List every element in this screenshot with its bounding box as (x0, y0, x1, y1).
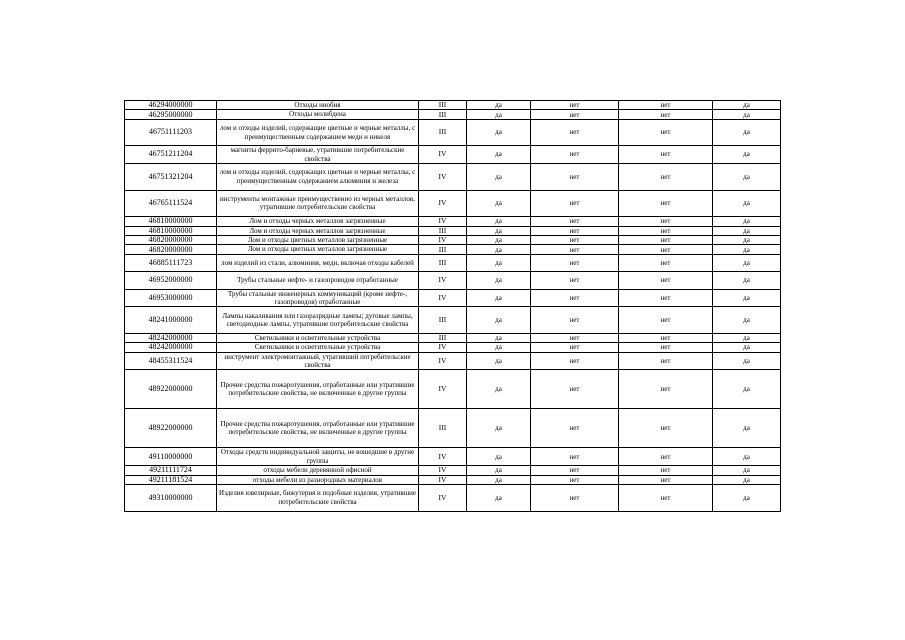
flag-cell: да (713, 101, 781, 110)
flag-cell: да (467, 101, 531, 110)
flag-cell: нет (619, 254, 713, 271)
hazard-class-cell: III (419, 245, 467, 254)
name-cell: лом и отходы изделий, содержащие цветные и черные металлы, с преимущественным содержанием меди и никеля (217, 119, 419, 146)
flag-cell: нет (531, 119, 619, 146)
flag-cell: да (467, 245, 531, 254)
flag-cell: нет (531, 448, 619, 466)
flag-cell: нет (531, 245, 619, 254)
flag-cell: нет (619, 146, 713, 164)
flag-cell: да (467, 466, 531, 475)
hazard-class-cell: III (419, 333, 467, 342)
name-cell: Отходы средств индивидуальной защиты, не вошедшие в другие группы (217, 448, 419, 466)
hazard-class-cell: IV (419, 370, 467, 409)
hazard-class-cell: III (419, 110, 467, 119)
flag-cell: да (713, 119, 781, 146)
table-row (125, 146, 781, 164)
hazard-class-cell: IV (419, 146, 467, 164)
name-cell: Трубы стальные нефте- и газопроводов отработанные (217, 272, 419, 289)
name-cell: инструменты монтажные преимущественно из черных металлов, утратившие потребительские свойства (217, 190, 419, 217)
table-row (125, 409, 781, 448)
hazard-class-cell: III (419, 307, 467, 334)
code-cell: 48922000000 (125, 409, 217, 448)
hazard-class-cell: IV (419, 235, 467, 244)
name-cell: Лом и отходы черных металлов загрязненные (217, 226, 419, 235)
flag-cell: да (467, 475, 531, 484)
flag-cell: нет (531, 235, 619, 244)
code-cell: 46810000000 (125, 217, 217, 226)
flag-cell: да (713, 254, 781, 271)
flag-cell: да (713, 370, 781, 409)
flag-cell: да (467, 190, 531, 217)
table-row (125, 226, 781, 235)
name-cell: инструмент электромонтажный, утративший потребительские свойства (217, 352, 419, 370)
flag-cell: да (713, 190, 781, 217)
hazard-class-cell: IV (419, 448, 467, 466)
table-row (125, 190, 781, 217)
flag-cell: нет (531, 370, 619, 409)
name-cell: Лом и отходы черных металлов загрязненные (217, 217, 419, 226)
table-body (125, 101, 781, 512)
hazard-class-cell: III (419, 119, 467, 146)
flag-cell: нет (531, 485, 619, 512)
flag-cell: нет (619, 272, 713, 289)
flag-cell: да (467, 146, 531, 164)
table-row (125, 307, 781, 334)
table-row (125, 110, 781, 119)
hazard-class-cell: IV (419, 272, 467, 289)
flag-cell: да (713, 164, 781, 191)
flag-cell: нет (531, 333, 619, 342)
flag-cell: нет (619, 352, 713, 370)
name-cell: Отходы ниобия (217, 101, 419, 110)
hazard-class-cell: IV (419, 217, 467, 226)
table-row (125, 370, 781, 409)
flag-cell: да (713, 235, 781, 244)
hazard-class-cell: IV (419, 485, 467, 512)
hazard-class-cell: III (419, 101, 467, 110)
flag-cell: да (467, 448, 531, 466)
name-cell: лом изделий из стали, алюминия, меди, включая отходы кабелей (217, 254, 419, 271)
table-row (125, 289, 781, 307)
flag-cell: да (467, 164, 531, 191)
table-row (125, 352, 781, 370)
flag-cell: нет (531, 146, 619, 164)
flag-cell: да (713, 217, 781, 226)
flag-cell: нет (531, 352, 619, 370)
code-cell: 46751111203 (125, 119, 217, 146)
code-cell: 46820000000 (125, 235, 217, 244)
flag-cell: нет (531, 272, 619, 289)
flag-cell: да (713, 343, 781, 352)
hazard-class-cell: IV (419, 343, 467, 352)
flag-cell: нет (619, 245, 713, 254)
code-cell: 46294000000 (125, 101, 217, 110)
code-cell: 46295000000 (125, 110, 217, 119)
flag-cell: да (713, 307, 781, 334)
flag-cell: нет (531, 217, 619, 226)
flag-cell: да (467, 343, 531, 352)
name-cell: Прочие средства пожаротушения, отработанные или утратившие потребительские свойства, не включенные в другие группы (217, 370, 419, 409)
flag-cell: да (467, 119, 531, 146)
hazard-class-cell: IV (419, 475, 467, 484)
name-cell: Прочие средства пожаротушения, отработанные или утратившие потребительские свойства, не включенные в другие группы (217, 409, 419, 448)
name-cell: Лом и отходы цветных металлов загрязненные (217, 245, 419, 254)
flag-cell: нет (619, 119, 713, 146)
hazard-class-cell: IV (419, 190, 467, 217)
flag-cell: да (467, 272, 531, 289)
table-row (125, 235, 781, 244)
hazard-class-cell: IV (419, 352, 467, 370)
flag-cell: нет (619, 370, 713, 409)
flag-cell: да (467, 307, 531, 334)
flag-cell: нет (619, 333, 713, 342)
table-row (125, 254, 781, 271)
code-cell: 46885111723 (125, 254, 217, 271)
flag-cell: нет (619, 343, 713, 352)
hazard-class-cell: IV (419, 289, 467, 307)
table-row (125, 466, 781, 475)
name-cell: Отходы молибдена (217, 110, 419, 119)
flag-cell: нет (531, 409, 619, 448)
code-cell: 48242000000 (125, 343, 217, 352)
code-cell: 49211111724 (125, 466, 217, 475)
code-cell: 48455311524 (125, 352, 217, 370)
waste-table (124, 100, 781, 512)
flag-cell: нет (619, 101, 713, 110)
flag-cell: да (467, 409, 531, 448)
table-row (125, 485, 781, 512)
table-row (125, 217, 781, 226)
flag-cell: да (713, 289, 781, 307)
name-cell: Светильники и осветительные устройства (217, 343, 419, 352)
flag-cell: нет (531, 466, 619, 475)
hazard-class-cell: IV (419, 164, 467, 191)
table-row (125, 272, 781, 289)
flag-cell: нет (619, 217, 713, 226)
table-row (125, 343, 781, 352)
table-row (125, 101, 781, 110)
flag-cell: нет (619, 289, 713, 307)
flag-cell: да (713, 245, 781, 254)
name-cell: Лампы накаливания или газоразрядные лампы; дуговые лампы, светодиодные лампы, утратившие потребительские свойства (217, 307, 419, 334)
flag-cell: да (467, 226, 531, 235)
flag-cell: да (713, 352, 781, 370)
flag-cell: да (713, 272, 781, 289)
code-cell: 46751321204 (125, 164, 217, 191)
flag-cell: нет (531, 343, 619, 352)
flag-cell: нет (531, 254, 619, 271)
flag-cell: нет (619, 164, 713, 191)
code-cell: 46952000000 (125, 272, 217, 289)
table-row (125, 119, 781, 146)
hazard-class-cell: III (419, 409, 467, 448)
table-row (125, 333, 781, 342)
name-cell: отходы мебели из разнородных материалов (217, 475, 419, 484)
flag-cell: нет (531, 190, 619, 217)
table-row (125, 448, 781, 466)
name-cell: Лом и отходы цветных металлов загрязненные (217, 235, 419, 244)
flag-cell: нет (619, 190, 713, 217)
flag-cell: да (467, 217, 531, 226)
flag-cell: да (713, 226, 781, 235)
flag-cell: да (467, 485, 531, 512)
code-cell: 49110000000 (125, 448, 217, 466)
flag-cell: нет (619, 466, 713, 475)
code-cell: 48242000000 (125, 333, 217, 342)
flag-cell: нет (619, 409, 713, 448)
table-row (125, 475, 781, 484)
flag-cell: нет (531, 307, 619, 334)
name-cell: Светильники и осветительные устройства (217, 333, 419, 342)
code-cell: 46751211204 (125, 146, 217, 164)
flag-cell: да (713, 485, 781, 512)
flag-cell: да (467, 370, 531, 409)
code-cell: 46953000000 (125, 289, 217, 307)
flag-cell: нет (619, 226, 713, 235)
name-cell: магниты феррито-бариевые, утратившие потребительские свойства (217, 146, 419, 164)
flag-cell: нет (619, 485, 713, 512)
flag-cell: нет (619, 475, 713, 484)
hazard-class-cell: IV (419, 466, 467, 475)
flag-cell: да (713, 448, 781, 466)
code-cell: 49310000000 (125, 485, 217, 512)
code-cell: 48241000000 (125, 307, 217, 334)
flag-cell: нет (531, 110, 619, 119)
code-cell: 49211181524 (125, 475, 217, 484)
code-cell: 48922000000 (125, 370, 217, 409)
flag-cell: да (467, 235, 531, 244)
flag-cell: да (467, 254, 531, 271)
name-cell: Изделия ювелирные, бижутерия и подобные изделия, утратившие потребительские свойства (217, 485, 419, 512)
flag-cell: да (467, 110, 531, 119)
table-row (125, 245, 781, 254)
flag-cell: нет (531, 289, 619, 307)
flag-cell: да (467, 333, 531, 342)
hazard-class-cell: III (419, 254, 467, 271)
flag-cell: да (713, 466, 781, 475)
flag-cell: нет (619, 307, 713, 334)
name-cell: лом и отходы изделий, содержащих цветные и черные металлы, с преимущественным содержанием алюминия и железа (217, 164, 419, 191)
code-cell: 46765111524 (125, 190, 217, 217)
flag-cell: нет (531, 226, 619, 235)
flag-cell: да (713, 146, 781, 164)
flag-cell: нет (619, 448, 713, 466)
hazard-class-cell: III (419, 226, 467, 235)
flag-cell: да (713, 409, 781, 448)
flag-cell: нет (619, 110, 713, 119)
flag-cell: нет (531, 101, 619, 110)
code-cell: 46810000000 (125, 226, 217, 235)
flag-cell: нет (619, 235, 713, 244)
flag-cell: да (467, 289, 531, 307)
flag-cell: да (713, 110, 781, 119)
flag-cell: да (713, 333, 781, 342)
flag-cell: нет (531, 475, 619, 484)
name-cell: отходы мебели деревянной офисной (217, 466, 419, 475)
table-row (125, 164, 781, 191)
code-cell: 46820000000 (125, 245, 217, 254)
flag-cell: да (467, 352, 531, 370)
flag-cell: да (713, 475, 781, 484)
flag-cell: нет (531, 164, 619, 191)
name-cell: Трубы стальные инженерных коммуникаций (кроме нефте-, газопроводов) отработанные (217, 289, 419, 307)
